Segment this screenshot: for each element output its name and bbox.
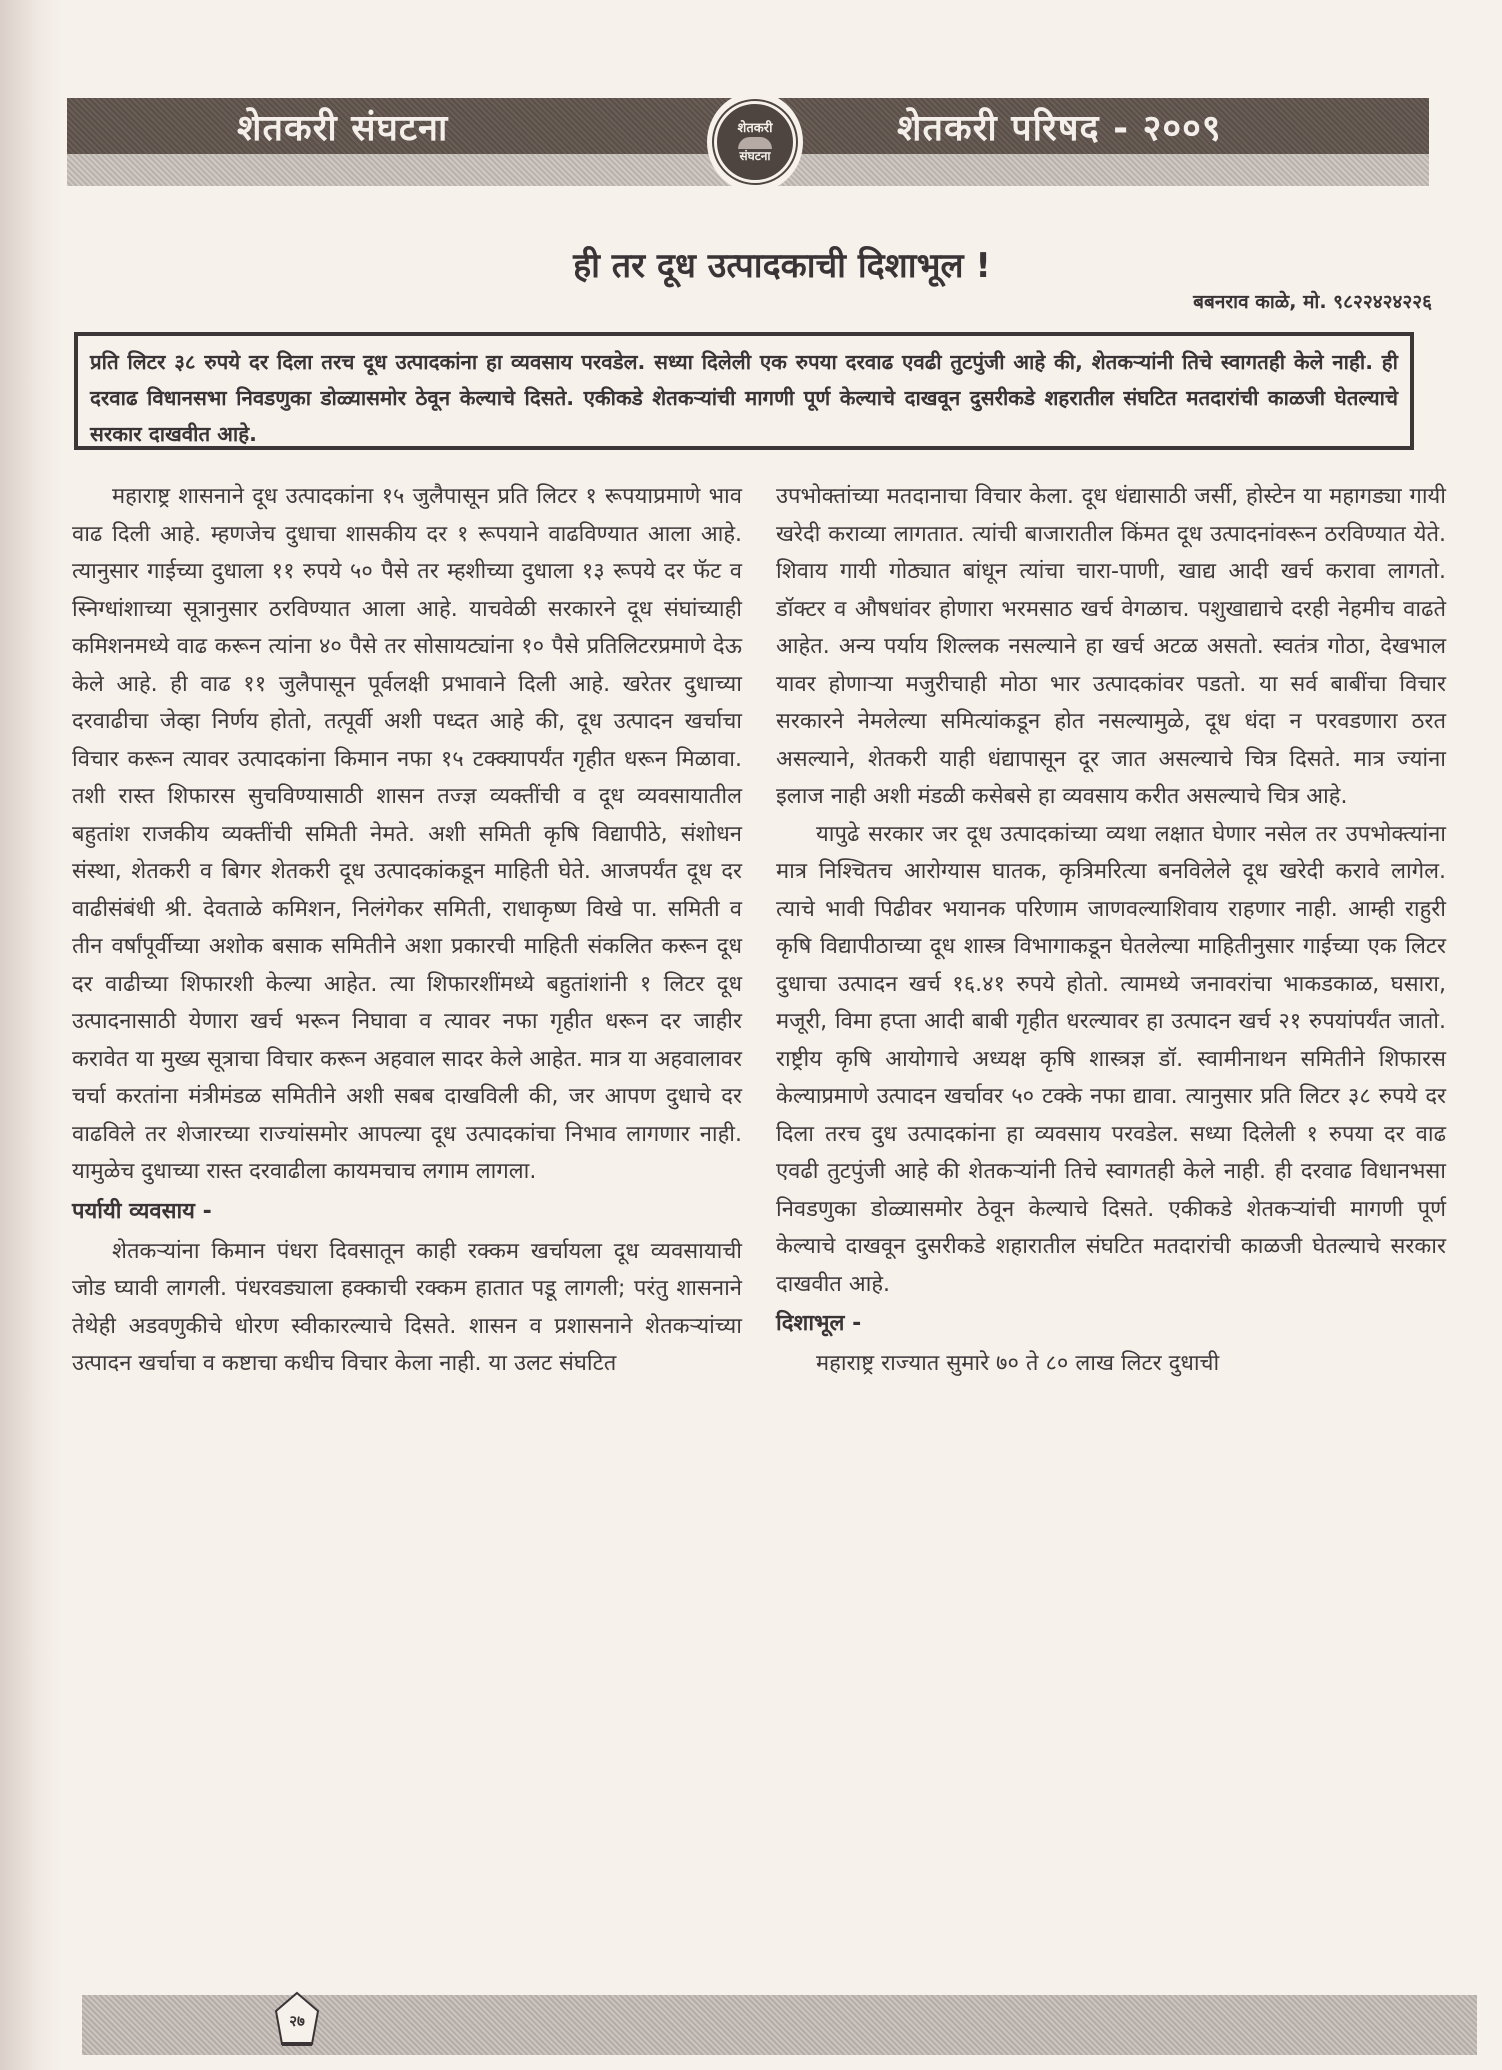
right-paragraph-2: यापुढे सरकार जर दूध उत्पादकांच्या व्यथा लक्षात घेणार नसेल तर उपभोक्त्यांना मात्र निश्चितच आरोग्यास घातक, कृत्रिमरित्या बनविलेले दूध खरेदी करावे लागेल. त्याचे भावी पिढीवर भयानक परिणाम जाणवल्याशिवाय राहणार नाही. आम्ही राहुरी कृषि विद्यापीठाच्या दूध शास्त्र विभागाकडून घेतलेल्या माहितीनुसार गाईच्या एक लिटर दुधाचा उत्पादन खर्च १६.४१ रुपये होतो. त्यामध्ये जनावरांचा भाकडकाळ, घसारा, मजूरी, विमा हप्ता आदी बाबी गृहीत धरल्यावर हा उत्पादन खर्च २१ रुपयांपर्यंत जातो. राष्ट्रीय कृषि आयोगाचे अध्यक्ष कृषि शास्त्रज्ञ डॉ. स्वामीनाथन समितीने शिफारस केल्याप्रमाणे उत्पादन खर्चावर ५० टक्के नफा द्यावा. त्यानुसार प्रति लिटर ३८ रुपये दर दिला तरच दुध उत्पादकांना हा व्यवसाय परवडेल. सध्या दिलेली १ रुपया दर वाढ एवढी तुटपुंजी आहे की शेतकऱ्यांनी तिचे स्वागतही केले नाही. ही दरवाढ विधानभसा निवडणुका डोळ्यासमोर ठेवून केल्याचे दिसते. एकीकडे शेतकऱ्यांची मागणी पूर्ण केल्याचे दाखवून दुसरीकडे शहारातील संघटित मतदारांची काळजी घेतल्याचे सरकार दाखवीत आहे. bbox=[776, 821, 1446, 1297]
section-heading-alternative-business: पर्यायी व्यवसाय - bbox=[72, 1198, 212, 1224]
summary-box bbox=[74, 332, 1414, 450]
organization-logo bbox=[707, 92, 803, 192]
author-byline: बबनराव काळे, मो. ९८२२४२४२२६ bbox=[1193, 291, 1432, 313]
organization-name: शेतकरी संघटना bbox=[237, 108, 449, 149]
logo-sun-icon bbox=[738, 137, 772, 149]
page-number: २७ bbox=[289, 2012, 305, 2030]
event-name: शेतकरी परिषद - २००९ bbox=[897, 108, 1222, 149]
logo-emblem-icon bbox=[714, 101, 796, 183]
book-spine-shadow bbox=[0, 0, 62, 2070]
section-heading-misguidance: दिशाभूल - bbox=[776, 1311, 862, 1336]
right-paragraph-1: उपभोक्तांच्या मतदानाचा विचार केला. दूध धंद्यासाठी जर्सी, होस्टेन या महागड्या गायी खरेदी कराव्या लागतात. त्यांची बाजारातील किंमत दूध उत्पादनांवरून ठरविण्यात येते. शिवाय गायी गोठ्यात बांधून त्यांचा चारा-पाणी, खाद्य आदी खर्च करावा लागतो. डॉक्टर व औषधांवर होणारा भरमसाठ खर्च वेगळाच. पशुखाद्याचे दरही नेहमीच वाढते आहेत. अन्य पर्याय शिल्लक नसल्याने हा खर्च अटळ असतो. स्वतंत्र गोठा, देखभाल यावर होणाऱ्या मजुरीचाही मोठा भार उत्पादकांवर पडतो. या सर्व बाबींचा विचार सरकारने नेमलेल्या समित्यांकडून होत नसल्यामुळे, दूध धंदा न परवडणारा ठरत असल्याने, शेतकरी याही धंद्यापासून दूर जात असल्याचे चित्र दिसते. मात्र ज्यांना इलाज नाही अशी मंडळी कसेबसे हा व्यवसाय करीत असल्याचे चित्र आहे. bbox=[776, 484, 1446, 809]
logo-text-bottom: संघटना bbox=[739, 148, 771, 163]
header-banner bbox=[67, 98, 1429, 188]
left-paragraph-1: महाराष्ट्र शासनाने दूध उत्पादकांना १५ जुलैपासून प्रति लिटर १ रूपयाप्रमाणे भाव वाढ दिली आहे. म्हणजेच दुधाचा शासकीय दर १ रूपयाने वाढविण्यात आला आहे. त्यानुसार गाईच्या दुधाला ११ रुपये ५० पैसे तर म्हशीच्या दुधाला १३ रूपये दर फॅट व स्निग्धांशाच्या सूत्रानुसार ठरविण्यात आला आहे. याचवेळी सरकारने दूध संघांच्याही कमिशनमध्ये वाढ करून त्यांना ४० पैसे तर सोसायट्यांना १० पैसे प्रतिलिटरप्रमाणे देऊ केले आहे. ही वाढ ११ जुलैपासून पूर्वलक्षी प्रभावाने दिली आहे. खरेतर दुधाच्या दरवाढीचा जेव्हा निर्णय होतो, तत्पूर्वी अशी पध्दत आहे की, दूध उत्पादन खर्चाचा विचार करून त्यावर उत्पादकांना किमान नफा १५ टक्क्यापर्यंत गृहीत धरून मिळावा. तशी रास्त शिफारस सुचविण्यासाठी शासन तज्ज्ञ व्यक्तींची व दूध व्यवसायातील बहुतांश राजकीय व्यक्तींची समिती नेमते. अशी समिती कृषि विद्यापीठे, संशोधन संस्था, शेतकरी व बिगर शेतकरी दूध उत्पादकांकडून माहिती घेते. आजपर्यंत दूध दर वाढीसंबंधी श्री. देवताळे कमिशन, निलंगेकर समिती, राधाकृष्ण विखे पा. समिती व तीन वर्षांपूर्वीच्या अशोक बसाक समितीने अशा प्रकारची माहिती संकलित करून दूध दर वाढीच्या शिफारशी केल्या आहेत. त्या शिफारशींमध्ये बहुतांशांनी १ लिटर दूध उत्पादनासाठी येणारा खर्च भरून निघावा व त्यावर नफा गृहीत धरून दर जाहीर करावेत या मुख्य सूत्राचा विचार करून अहवाल सादर केले आहेत. मात्र या अहवालावर चर्चा करतांना मंत्रीमंडळ समितीने अशी सबब दाखविली की, जर आपण दुधाचे दर वाढविले तर शेजारच्या राज्यांसमोर आपल्या दूध उत्पादकांचा निभाव लागणार नाही. यामुळेच दुधाच्या रास्त दरवाढीला कायमचाच लगाम लागला. bbox=[72, 484, 742, 1184]
left-paragraph-2: शेतकऱ्यांना किमान पंधरा दिवसातून काही रक्कम खर्चायला दूध व्यवसायाची जोड घ्यावी लागली. पंधरवड्याला हक्काची रक्कम हातात पडू लागली; परंतु शासनाने तेथेही अडवणुकीचे धोरण स्वीकारल्याचे दिसते. शासन व प्रशासनाने शेतकऱ्यांच्या उत्पादन खर्चाचा व कष्टाचा कधीच विचार केला नाही. या उलट संघटित bbox=[72, 1238, 742, 1376]
logo-text-top: शेतकरी bbox=[737, 120, 773, 136]
page-number-badge bbox=[274, 1991, 320, 2047]
footer-band bbox=[82, 1995, 1477, 2055]
right-paragraph-3: महाराष्ट्र राज्यात सुमारे ७० ते ८० लाख लिटर दुधाची bbox=[816, 1351, 1220, 1376]
left-column bbox=[72, 478, 742, 1383]
article-title: ही तर दूध उत्पादकाची दिशाभूल ! bbox=[573, 245, 991, 286]
magazine-page bbox=[62, 0, 1502, 2070]
summary-text: प्रति लिटर ३८ रुपये दर दिला तरच दूध उत्पादकांना हा व्यवसाय परवडेल. सध्या दिलेली एक रुपया दरवाढ एवढी तुटपुंजी आहे की, शेतकऱ्यांनी तिचे स्वागतही केले नाही. ही दरवाढ विधानसभा निवडणुका डोळ्यासमोर ठेवून केल्याचे दिसते. एकीकडे शेतकऱ्यांची मागणी पूर्ण केल्याचे दाखवून दुसरीकडे शहरातील संघटित मतदारांची काळजी घेतल्याचे सरकार दाखवीत आहे. bbox=[90, 350, 1398, 446]
right-column bbox=[776, 478, 1446, 1383]
